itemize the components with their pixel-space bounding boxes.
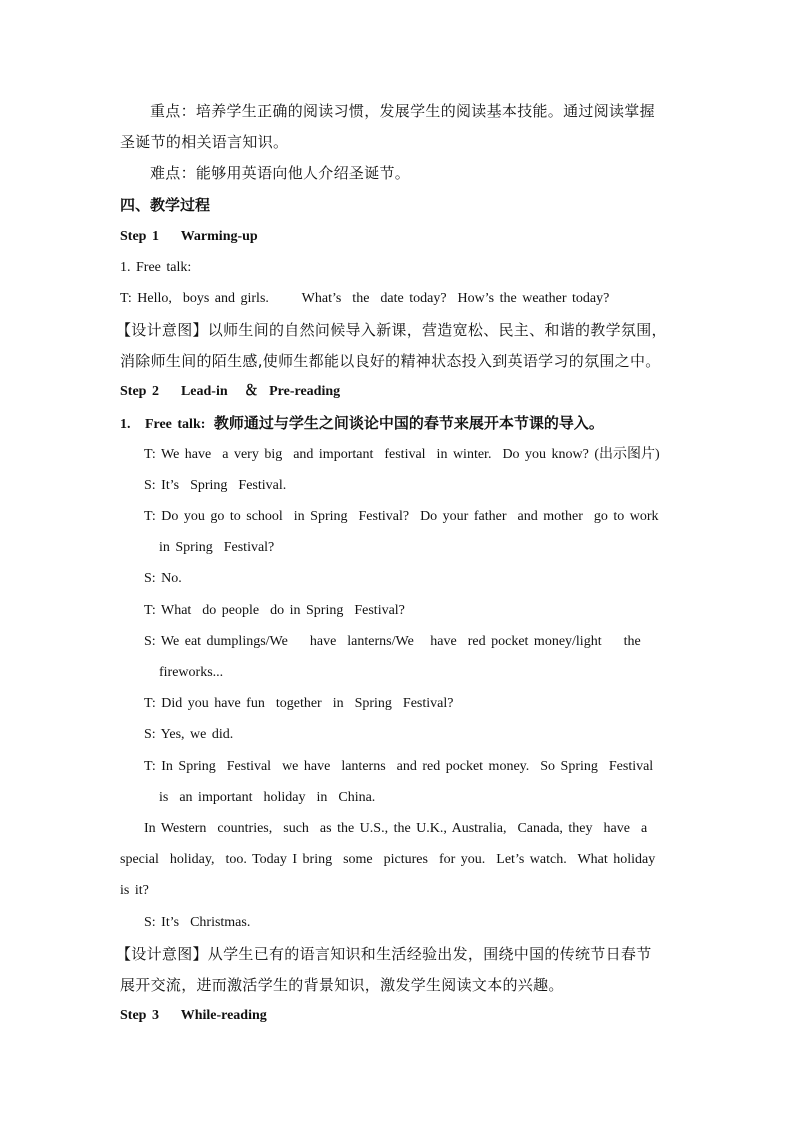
dialogue-line: S: No. [144, 571, 182, 586]
step3-heading: Step 3 While-reading [120, 1008, 267, 1023]
step2-heading: Step 2 Lead-in ＆ Pre-reading [120, 384, 341, 399]
free-talk-2-description: 教师通过与学生之间谈论中国的春节来展开本节课的导入。 [213, 414, 604, 432]
dialogue-line: T: Do you go to school in Spring Festival? Do your father and mother go to work [144, 509, 659, 524]
difficulties-line: 难点：能够用英语向他人介绍圣诞节。 [150, 164, 411, 182]
step1-heading: Step 1 Warming-up [120, 229, 258, 244]
dialogue-greeting: T: Hello, boys and girls. What’s the date today? How’s the weather today? [120, 291, 610, 306]
dialogue-line: S: Yes, we did. [144, 727, 234, 742]
design-intent-2-line2: 展开交流，进而激活学生的背景知识，激发学生阅读文本的兴趣。 [120, 976, 564, 994]
dialogue-line: T: What do people do in Spring Festival? [144, 603, 405, 618]
dialogue-line: T: We have a very big and important festival in winter. Do you know? (出示图片) [144, 447, 660, 462]
design-intent-2-line1: 【设计意图】从学生已有的语言知识和生活经验出发，围绕中国的传统节日春节 [116, 945, 652, 963]
free-talk-1-label: 1. Free talk: [120, 260, 192, 275]
dialogue-line: S: It’s Christmas. [144, 915, 251, 930]
design-intent-1-line1: 【设计意图】以师生间的自然问候导入新课，营造宽松、民主、和谐的教学氛围， [116, 321, 667, 339]
paragraph-line: is it? [120, 883, 149, 898]
section-heading-teaching-process: 四、教学过程 [120, 196, 211, 214]
paragraph-line: In Western countries, such as the U.S., the U.K., Australia, Canada, they have a [144, 821, 648, 836]
key-points-continuation: 圣诞节的相关语言知识。 [120, 133, 289, 151]
dialogue-line: S: It’s Spring Festival. [144, 478, 287, 493]
paragraph-line: special holiday, too. Today I bring some pictures for you. Let’s watch. What holiday [120, 852, 656, 867]
design-intent-1-line2: 消除师生间的陌生感,使师生都能以良好的精神状态投入到英语学习的氛围之中。 [120, 352, 661, 370]
key-points-line: 重点：培养学生正确的阅读习惯，发展学生的阅读基本技能。通过阅读掌握 [150, 102, 655, 120]
dialogue-line: T: Did you have fun together in Spring Festival? [144, 696, 454, 711]
dialogue-line-continuation: fireworks... [159, 665, 224, 680]
dialogue-line-continuation: is an important holiday in China. [159, 790, 376, 805]
dialogue-line: S: We eat dumplings/We have lanterns/We have red pocket money/light the [144, 634, 641, 649]
free-talk-2-number: 1. [120, 417, 131, 432]
dialogue-line-continuation: in Spring Festival? [159, 540, 275, 555]
dialogue-line: T: In Spring Festival we have lanterns and red pocket money. So Spring Festival [144, 759, 654, 774]
free-talk-2-label: Free talk: [144, 417, 206, 432]
free-talk-2-line [120, 413, 604, 435]
